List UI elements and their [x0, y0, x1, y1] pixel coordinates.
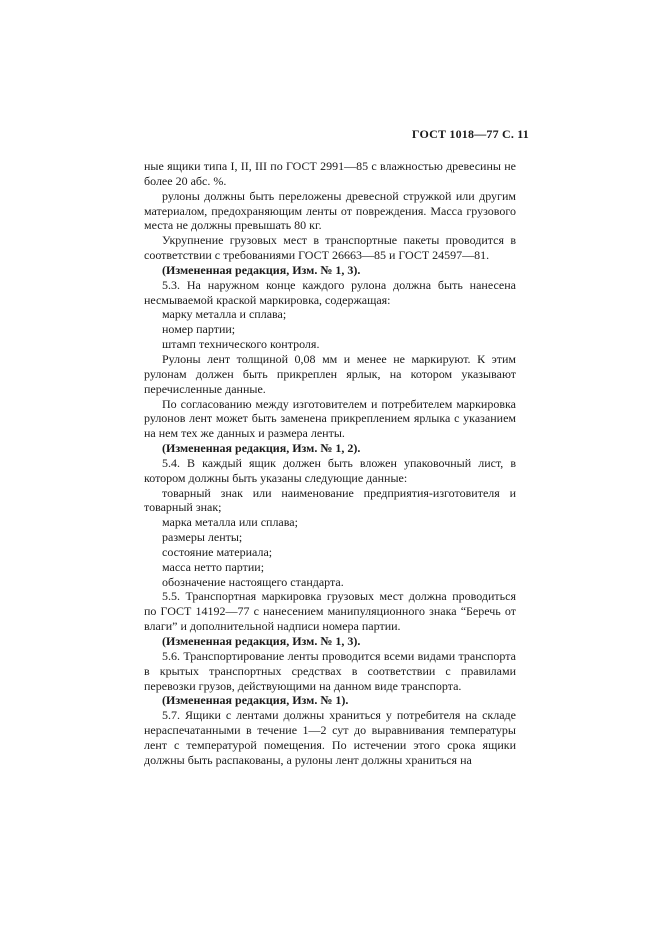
paragraph: размеры ленты; — [162, 530, 243, 545]
amendment-note: (Измененная редакция, Изм. № 1, 3). — [162, 262, 361, 277]
paragraph: ные ящики типа I, II, III по ГОСТ 2991—85 с влажностью древесины не более 20 абс. %. — [144, 159, 516, 188]
paragraph: Рулоны лент толщиной 0,08 мм и менее не маркируют. К этим рулонам должен быть прикреплен ярлык, на котором указывают перечисленные данные. — [144, 351, 516, 396]
paragraph: Укрупнение грузовых мест в транспортные пакеты проводится в соответствии с требованиями ГОСТ 26663—85 и ГОСТ 24597—81. — [144, 233, 516, 263]
document-body — [144, 159, 516, 768]
paragraph: 5.6. Транспортирование ленты проводится всеми видами транспорта в крытых транспортных средствах в соответствии с правилами перевозки грузов, действующими на данном виде транспорта. — [144, 648, 516, 693]
paragraph: марка металла или сплава; — [162, 515, 298, 530]
paragraph: 5.3. На наружном конце каждого рулона должна быть нанесена несмываемой краской маркировка, содержащая: — [144, 277, 516, 307]
paragraph: состояние материала; — [162, 544, 273, 559]
page-header: ГОСТ 1018—77 С. 11 — [411, 127, 529, 141]
amendment-note: (Измененная редакция, Изм. № 1). — [162, 693, 349, 708]
amendment-note: (Измененная редакция, Изм. № 1, 2). — [162, 441, 361, 456]
paragraph: 5.7. Ящики с лентами должны храниться у потребителя на складе нераспечатанными в течение 1—2 сут до выравнивания температуры лент с температурой помещения. По истечении этого срока ящики должны быть распакованы, а рулоны лент должны храниться на — [144, 708, 516, 767]
paragraph: номер партии; — [162, 322, 236, 337]
paragraph: 5.4. В каждый ящик должен быть вложен упаковочный лист, в котором должны быть указаны следующие данные: — [144, 455, 516, 485]
paragraph: штамп технического контроля. — [162, 337, 320, 352]
paragraph: 5.5. Транспортная маркировка грузовых мест должна проводиться по ГОСТ 14192—77 с нанесением манипуляционного знака “Беречь от влаги” и дополнительной надписи номера партии. — [144, 589, 516, 634]
paragraph: товарный знак или наименование предприятия-изготовителя и товарный знак; — [144, 485, 516, 515]
paragraph: рулоны должны быть переложены древесной стружкой или другим материалом, предохраняющим ленты от повреждения. Масса грузового места не должны превышать 80 кг. — [144, 188, 516, 233]
amendment-note: (Измененная редакция, Изм. № 1, 3). — [162, 634, 361, 648]
paragraph: марку металла и сплава; — [162, 307, 287, 322]
paragraph: масса нетто партии; — [162, 559, 265, 574]
paragraph: обозначение настоящего стандарта. — [162, 574, 344, 589]
paragraph: По согласованию между изготовителем и потребителем маркировка рулонов лент может быть заменена прикреплением ярлыка с указанием на нем тех же данных и размера ленты. — [144, 396, 516, 441]
